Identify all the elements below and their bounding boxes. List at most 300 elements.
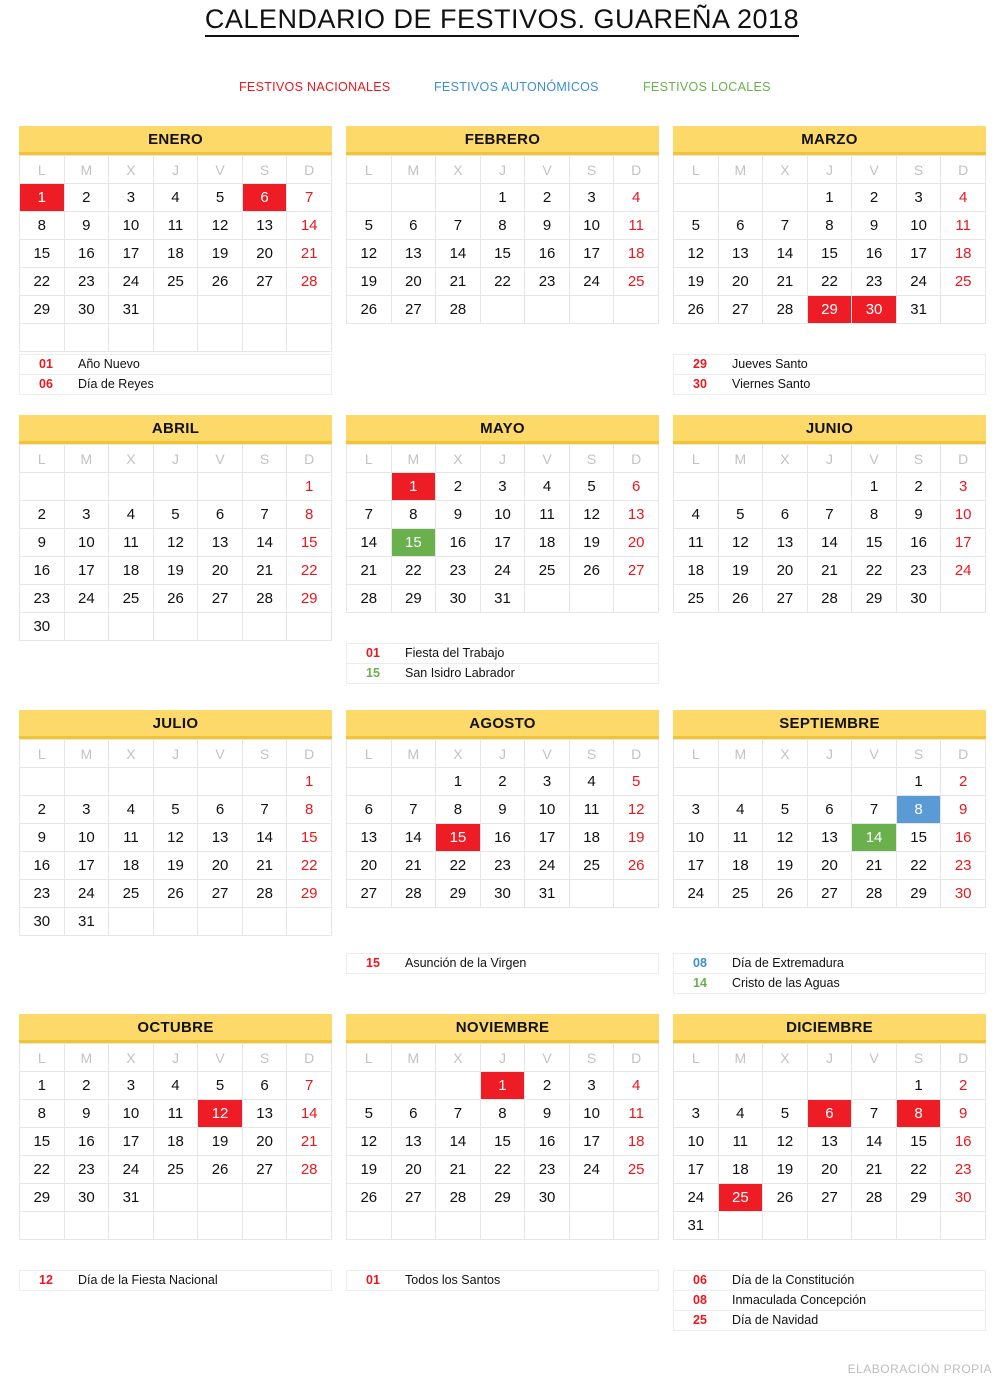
weekday-label: L [347,1044,392,1072]
day-cell: 13 [198,529,243,557]
day-cell: 22 [391,557,436,585]
empty-cell [718,768,763,796]
day-cell: 5 [569,473,614,501]
day-cell: 14 [242,824,287,852]
day-cell: 27 [391,296,436,324]
day-cell: 12 [718,529,763,557]
day-cell: 24 [569,268,614,296]
day-cell: 8 [480,212,525,240]
day-cell: 3 [674,1100,719,1128]
empty-cell [941,585,986,613]
day-cell: 21 [391,852,436,880]
weekday-label: L [347,740,392,768]
day-cell: 12 [347,1128,392,1156]
holiday-day: 06 [39,377,53,391]
day-cell: 30 [480,880,525,908]
day-cell: 29 [20,1184,65,1212]
day-cell: 23 [480,852,525,880]
day-cell: 30 [20,908,65,936]
holiday-list-septiembre [673,953,986,994]
holiday-name: Fiesta del Trabajo [405,646,505,660]
day-cell: 25 [109,880,154,908]
weekday-label: S [242,156,287,184]
weekday-label: X [436,740,481,768]
day-cell: 31 [109,296,154,324]
empty-cell [64,768,109,796]
empty-cell [347,1212,392,1240]
day-cell: 30 [896,585,941,613]
day-cell: 31 [674,1212,719,1240]
holiday-row [346,953,659,974]
day-cell: 18 [525,529,570,557]
holiday-name: Asunción de la Virgen [405,956,527,970]
day-cell: 3 [525,768,570,796]
holiday-day: 29 [693,357,707,371]
month-header: FEBRERO [346,126,659,155]
day-cell: 12 [198,1100,243,1128]
day-cell: 12 [347,240,392,268]
day-cell: 5 [153,501,198,529]
day-cell: 26 [569,557,614,585]
weekday-label: X [109,156,154,184]
weekday-label: J [480,156,525,184]
month-header: JULIO [19,710,332,739]
day-cell: 25 [569,852,614,880]
day-cell: 14 [436,240,481,268]
empty-cell [674,473,719,501]
empty-cell [153,296,198,324]
day-cell: 24 [569,1156,614,1184]
month-septiembre [673,710,986,908]
day-cell: 18 [109,852,154,880]
day-cell: 26 [718,585,763,613]
month-header: MAYO [346,415,659,444]
weekday-label: J [153,1044,198,1072]
day-cell: 17 [109,240,154,268]
day-cell: 7 [763,212,808,240]
weekday-label: M [391,445,436,473]
day-cell: 18 [153,240,198,268]
weekday-label: J [153,445,198,473]
day-cell: 20 [198,852,243,880]
day-cell: 24 [480,557,525,585]
day-cell: 15 [287,824,332,852]
day-cell: 7 [852,796,897,824]
day-cell: 18 [153,1128,198,1156]
day-cell: 20 [242,240,287,268]
day-cell: 22 [480,1156,525,1184]
day-cell: 1 [436,768,481,796]
weekday-label: X [763,740,808,768]
day-cell: 15 [480,1128,525,1156]
day-cell: 1 [287,473,332,501]
empty-cell [242,324,287,352]
month-header: SEPTIEMBRE [673,710,986,739]
empty-cell [614,1184,659,1212]
empty-cell [347,473,392,501]
weekday-label: V [198,156,243,184]
day-cell: 14 [852,824,897,852]
day-cell: 17 [480,529,525,557]
weekday-label: D [287,1044,332,1072]
day-cell: 5 [347,1100,392,1128]
day-cell: 8 [287,796,332,824]
day-cell: 31 [64,908,109,936]
day-cell: 28 [436,296,481,324]
day-cell: 26 [347,1184,392,1212]
weekday-label: L [347,156,392,184]
day-cell: 22 [896,852,941,880]
empty-cell [20,473,65,501]
weekday-label: X [763,156,808,184]
holiday-name: Día de Extremadura [732,956,844,970]
empty-cell [436,1212,481,1240]
holiday-row [19,375,332,395]
day-cell: 6 [198,501,243,529]
weekday-label: M [64,1044,109,1072]
day-cell: 30 [941,1184,986,1212]
day-cell: 5 [718,501,763,529]
day-cell: 30 [64,296,109,324]
day-cell: 25 [525,557,570,585]
weekday-label: D [614,1044,659,1072]
empty-cell [436,184,481,212]
empty-cell [242,1212,287,1240]
day-cell: 27 [242,1156,287,1184]
day-cell: 27 [198,880,243,908]
day-cell: 16 [941,1128,986,1156]
day-cell: 29 [287,585,332,613]
holiday-row [346,1270,659,1291]
day-cell: 22 [896,1156,941,1184]
day-cell: 8 [852,501,897,529]
holiday-day: 08 [693,956,707,970]
day-cell: 23 [64,268,109,296]
day-cell: 27 [807,880,852,908]
weekday-label: X [109,740,154,768]
empty-cell [347,1072,392,1100]
day-cell: 1 [896,768,941,796]
empty-cell [64,324,109,352]
day-cell: 22 [852,557,897,585]
day-cell: 22 [807,268,852,296]
holiday-list-noviembre [346,1270,659,1291]
empty-cell [852,768,897,796]
empty-cell [109,613,154,641]
day-cell: 24 [674,1184,719,1212]
weekday-label: V [198,740,243,768]
holiday-name: Año Nuevo [78,357,140,371]
empty-cell [153,908,198,936]
empty-cell [198,768,243,796]
day-cell: 28 [242,585,287,613]
empty-cell [391,768,436,796]
empty-cell [852,1072,897,1100]
day-cell: 25 [153,268,198,296]
empty-cell [614,880,659,908]
day-cell: 4 [153,184,198,212]
day-cell: 23 [896,557,941,585]
weekday-label: V [198,1044,243,1072]
day-cell: 19 [198,1128,243,1156]
holiday-day: 15 [366,956,380,970]
day-cell: 5 [153,796,198,824]
empty-cell [614,296,659,324]
day-cell: 29 [896,1184,941,1212]
day-cell: 22 [20,1156,65,1184]
empty-cell [614,1212,659,1240]
empty-cell [287,908,332,936]
day-cell: 8 [480,1100,525,1128]
day-cell: 23 [525,1156,570,1184]
weekday-label: J [480,1044,525,1072]
day-cell: 7 [242,501,287,529]
weekday-label: V [852,1044,897,1072]
day-cell: 11 [153,1100,198,1128]
day-cell: 15 [20,1128,65,1156]
holiday-row [673,953,986,974]
day-cell: 8 [391,501,436,529]
day-cell: 14 [347,529,392,557]
day-cell: 3 [109,184,154,212]
weekday-label: D [941,740,986,768]
empty-cell [64,1212,109,1240]
empty-cell [20,324,65,352]
empty-cell [109,473,154,501]
day-cell: 23 [941,1156,986,1184]
day-cell: 2 [896,473,941,501]
empty-cell [807,1072,852,1100]
weekday-label: L [20,1044,65,1072]
holiday-name: Viernes Santo [732,377,811,391]
empty-cell [64,473,109,501]
holiday-row [673,1311,986,1331]
day-cell: 7 [807,501,852,529]
month-abril [19,415,332,641]
day-cell: 30 [436,585,481,613]
day-cell: 14 [763,240,808,268]
day-cell: 8 [896,796,941,824]
empty-cell [198,908,243,936]
weekday-label: S [242,445,287,473]
weekday-label: M [718,740,763,768]
day-cell: 30 [64,1184,109,1212]
day-cell: 17 [569,1128,614,1156]
day-cell: 11 [941,212,986,240]
holiday-row [673,974,986,994]
day-cell: 25 [674,585,719,613]
day-cell: 13 [391,240,436,268]
day-cell: 8 [20,212,65,240]
month-julio [19,710,332,936]
empty-cell [287,613,332,641]
day-cell: 19 [569,529,614,557]
empty-cell [109,324,154,352]
holiday-name: Todos los Santos [405,1273,501,1287]
day-cell: 6 [391,212,436,240]
holiday-row [19,1270,332,1291]
weekday-label: J [480,445,525,473]
day-cell: 5 [763,1100,808,1128]
day-cell: 23 [941,852,986,880]
holiday-list-octubre [19,1270,332,1291]
day-cell: 1 [20,184,65,212]
day-cell: 29 [807,296,852,324]
day-cell: 25 [718,1184,763,1212]
day-cell: 20 [242,1128,287,1156]
day-cell: 16 [525,1128,570,1156]
day-cell: 10 [674,824,719,852]
day-cell: 11 [614,212,659,240]
day-cell: 21 [436,268,481,296]
month-table [673,444,986,613]
page-title: CALENDARIO DE FESTIVOS. GUAREÑA 2018 [0,4,1000,35]
day-cell: 4 [109,796,154,824]
day-cell: 11 [718,1128,763,1156]
day-cell: 9 [480,796,525,824]
day-cell: 16 [20,557,65,585]
month-header: ABRIL [19,415,332,444]
day-cell: 1 [287,768,332,796]
day-cell: 22 [20,268,65,296]
holiday-list-mayo [346,643,659,684]
day-cell: 2 [20,796,65,824]
empty-cell [287,324,332,352]
day-cell: 30 [525,1184,570,1212]
weekday-label: V [198,445,243,473]
day-cell: 1 [896,1072,941,1100]
day-cell: 16 [64,240,109,268]
day-cell: 19 [347,268,392,296]
weekday-label: X [109,445,154,473]
day-cell: 14 [242,529,287,557]
empty-cell [198,1212,243,1240]
day-cell: 1 [852,473,897,501]
holiday-row [346,664,659,684]
day-cell: 26 [674,296,719,324]
holiday-row [673,1270,986,1291]
day-cell: 30 [941,880,986,908]
weekday-label: M [718,156,763,184]
day-cell: 21 [807,557,852,585]
empty-cell [20,1212,65,1240]
day-cell: 24 [109,268,154,296]
month-header: AGOSTO [346,710,659,739]
month-diciembre [673,1014,986,1240]
day-cell: 23 [525,268,570,296]
day-cell: 26 [198,1156,243,1184]
weekday-label: D [941,156,986,184]
weekday-label: L [20,445,65,473]
weekday-label: J [153,740,198,768]
day-cell: 31 [525,880,570,908]
day-cell: 9 [64,1100,109,1128]
day-cell: 20 [718,268,763,296]
empty-cell [109,768,154,796]
month-header: OCTUBRE [19,1014,332,1043]
weekday-label: S [569,1044,614,1072]
day-cell: 6 [807,1100,852,1128]
month-enero [19,126,332,352]
day-cell: 5 [674,212,719,240]
empty-cell [569,296,614,324]
month-table [346,1043,659,1240]
day-cell: 14 [436,1128,481,1156]
weekday-label: D [614,740,659,768]
empty-cell [763,1072,808,1100]
day-cell: 25 [614,268,659,296]
empty-cell [436,1072,481,1100]
day-cell: 27 [614,557,659,585]
empty-cell [941,296,986,324]
day-cell: 28 [852,1184,897,1212]
day-cell: 12 [763,1128,808,1156]
weekday-label: D [941,445,986,473]
day-cell: 16 [896,529,941,557]
month-table [19,444,332,641]
day-cell: 1 [807,184,852,212]
holiday-day: 08 [693,1293,707,1307]
empty-cell [569,585,614,613]
empty-cell [153,473,198,501]
day-cell: 3 [480,473,525,501]
day-cell: 17 [941,529,986,557]
weekday-label: V [852,445,897,473]
day-cell: 21 [852,1156,897,1184]
day-cell: 23 [852,268,897,296]
day-cell: 23 [20,880,65,908]
empty-cell [153,1184,198,1212]
month-noviembre [346,1014,659,1240]
day-cell: 18 [614,240,659,268]
day-cell: 21 [347,557,392,585]
day-cell: 25 [718,880,763,908]
day-cell: 28 [287,1156,332,1184]
day-cell: 26 [153,585,198,613]
day-cell: 13 [198,824,243,852]
empty-cell [807,1212,852,1240]
day-cell: 1 [20,1072,65,1100]
day-cell: 17 [674,1156,719,1184]
day-cell: 15 [807,240,852,268]
holiday-name: Día de la Fiesta Nacional [78,1273,218,1287]
day-cell: 3 [569,1072,614,1100]
month-table [673,739,986,908]
day-cell: 10 [569,212,614,240]
day-cell: 1 [480,1072,525,1100]
day-cell: 13 [242,1100,287,1128]
day-cell: 4 [674,501,719,529]
day-cell: 13 [347,824,392,852]
holiday-day: 12 [39,1273,53,1287]
day-cell: 29 [480,1184,525,1212]
weekday-label: J [807,740,852,768]
day-cell: 12 [198,212,243,240]
day-cell: 18 [109,557,154,585]
empty-cell [718,1212,763,1240]
weekday-label: L [674,740,719,768]
day-cell: 14 [287,1100,332,1128]
weekday-label: J [807,445,852,473]
day-cell: 24 [896,268,941,296]
day-cell: 14 [391,824,436,852]
empty-cell [852,1212,897,1240]
day-cell: 6 [391,1100,436,1128]
day-cell: 13 [807,824,852,852]
holiday-name: Día de Reyes [78,377,154,391]
day-cell: 26 [347,296,392,324]
day-cell: 20 [347,852,392,880]
